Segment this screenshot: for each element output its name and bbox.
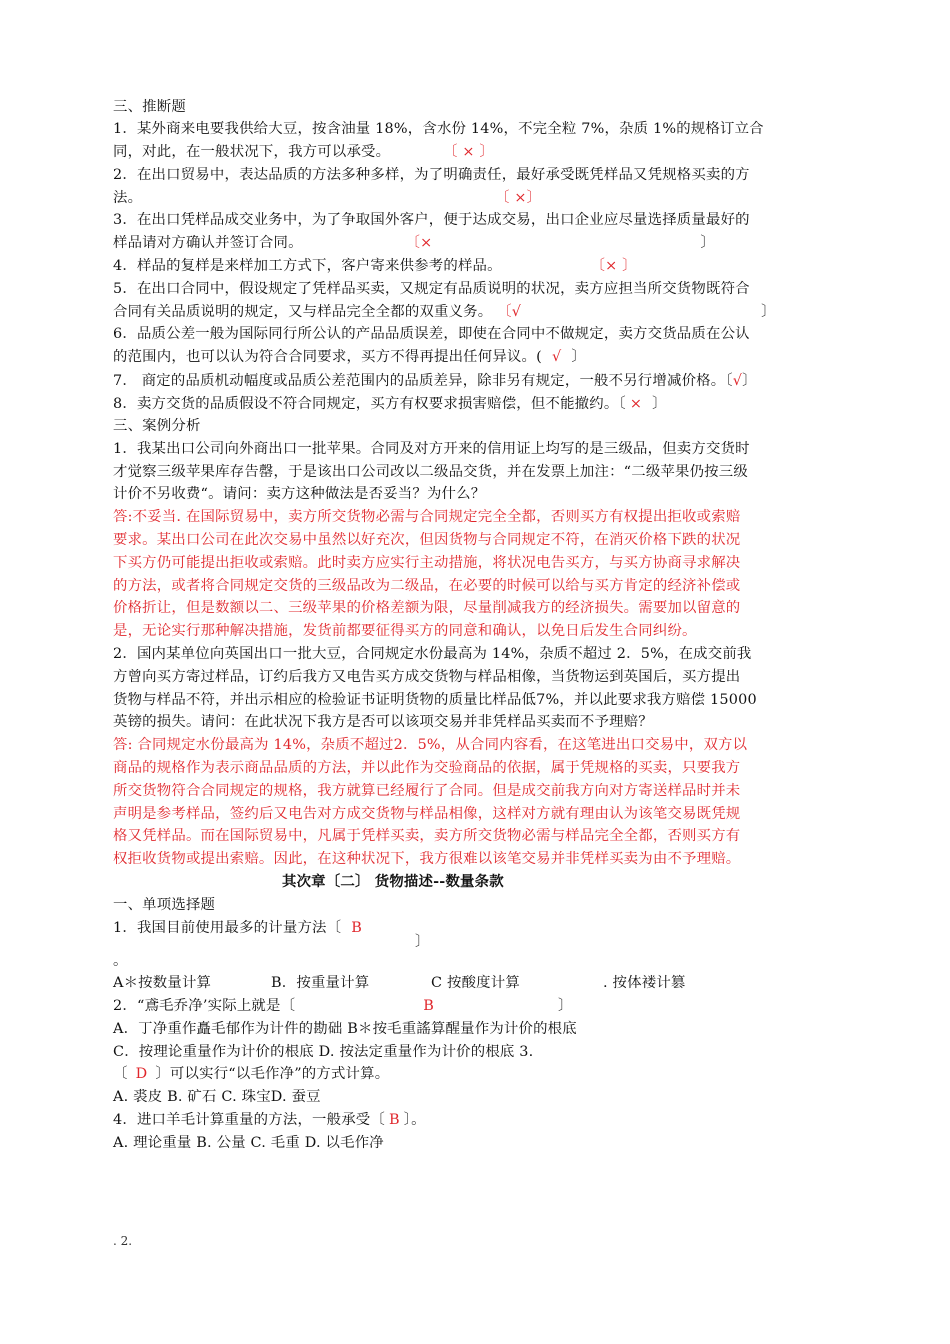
s1-question: 1．我国目前使用最多的计量方法〔 B <box>113 920 362 936</box>
s3-options: A. 裘皮 B. 矿石 C. 珠宝D. 蚕豆 <box>113 1089 321 1105</box>
section-title-case: 三、案例分析 <box>113 418 201 434</box>
case1-line1: 1．我某出口公司向外商出口一批苹果。合同及对方开来的信用证上均写的是三级品，但卖方交货时 <box>113 441 750 457</box>
case2-line4: 英镑的损失。请问：在此状况下我方是否可以该项交易并非凭样品买卖而不予理赔？ <box>113 714 653 730</box>
q8-line: 8．卖方交货的品质假设不符合同规定，买方有权要求损害赔偿，但不能撤约。〔 × 〕 <box>113 396 667 412</box>
q8-answer-mark: × <box>629 396 643 412</box>
s1-answer: B <box>351 920 362 936</box>
s2-options-ab: A．丁净重作矗毛郁作为计件的勘础 B＊按毛重謠算醒量作为计价的根底 <box>113 1021 577 1037</box>
q2-answer-mark: 〔 ×〕 <box>502 190 542 206</box>
section-title-judgement: 三、推断题 <box>113 99 186 115</box>
s1-option-b: B．按重量计算 <box>271 975 370 991</box>
s1-options <box>113 972 686 994</box>
case2-line2: 方曾向买方寄过样品，订约后我方又电告买方成交货物与样品相像，当货物运到英国后，买方提出 <box>113 669 741 685</box>
q6-line1: 6．品质公差一般为国际同行所公认的产品品质误差，即使在合同中不做规定，卖方交货品质在公认 <box>113 326 750 342</box>
q7-answer-mark: √ <box>732 373 743 389</box>
answer2-line3: 所交货物符合合同规定的规格，我方就算已经履行了合同。但是成交前我方向对方寄送样品时并未 <box>113 783 741 799</box>
case2-line3: 货物与样品不符，并出示相应的检验证书证明货物的质量比样品低7%，并以此要求我方赔偿 15000 <box>113 692 757 708</box>
q3-line1: 3．在出口凭样品成交业务中，为了争取国外客户，便于达成交易，出口企业应尽量选择质量最好的 <box>113 212 750 228</box>
s4-options: A. 理论重量 B. 公量 C. 毛重 D. 以毛作净 <box>113 1135 384 1151</box>
answer1-line5: 价格折让，但是数额以二、三级苹果的价格差额为限，尽量削减我方的经济损失。需要加以留意的 <box>113 600 741 616</box>
section-title-single-choice: 一、单项选择题 <box>113 897 216 913</box>
s3-question: 〔 D 〕可以实行“以毛作净”的方式计算。 <box>113 1066 390 1082</box>
s1-period: 。 <box>113 953 128 969</box>
q6-answer-mark: √ <box>551 349 562 365</box>
s3-answer: D <box>135 1066 148 1082</box>
answer2-line2: 商品的规格作为表示商品品质的方法，并以此作为交验商品的依据，属于凭规格的买卖，只要我方 <box>113 760 741 776</box>
q5-answer-mark: 〔√ <box>504 304 522 320</box>
case1-line3: 计价不另收费“。请问：卖方这种做法是否妥当？为什么？ <box>113 486 486 502</box>
answer2-line1: 答: 合同规定水份最高为 14%，杂质不超过2．5%，从合同内容看，在这笔进出口交易中，双方以 <box>113 737 748 753</box>
s2-answer: B <box>423 998 434 1014</box>
s1-close-bracket: 〕 <box>415 934 430 950</box>
answer2-line5: 格又凭样品。而在国际贸易中，凡属于凭样买卖，卖方所交货物必需与样品完全全都，否则买方有 <box>113 828 741 844</box>
q4-answer-mark: 〔× 〕 <box>597 258 637 274</box>
s2-question: 2．“鳶毛乔净’实际上就是〔 B 〕 <box>113 998 573 1014</box>
s4-answer: B <box>389 1112 400 1128</box>
case1-line2: 才觉察三级苹果库存告罄，于是该出口公司改以二级品交货，并在发票上加注：“二级苹果仍按三级 <box>113 464 748 480</box>
answer1-line1: 答:不妥当. 在国际贸易中，卖方所交货物必需与合同规定完全全都，否则买方有权提出拒收或索赔 <box>113 509 741 525</box>
q1-answer-mark: 〔 × 〕 <box>450 144 495 160</box>
answer2-line4: 声明是参考样品，签约后又电告对方成交货物与样品相像，这样对方就有理由认为该笔交易既凭规 <box>113 806 741 822</box>
q5-line1: 5．在出口合同中，假设规定了凭样品买卖，又规定有品质说明的状况，卖方应担当所交货物既符合 <box>113 281 750 297</box>
chapter-title: 其次章〔二〕 货物描述--数量条款 <box>282 873 504 890</box>
answer1-line2: 要求。某出口公司在此次交易中虽然以好充次，但因货物与合同规定不符，在消灭价格下跌的状况 <box>113 532 741 548</box>
q6-line2: 的范围内，也可以认为符合合同要求，买方不得再提出任何异议。( √ 〕 <box>113 349 586 365</box>
s4-question: 4．进口羊毛计算重量的方法，一般承受〔 B 〕。 <box>113 1112 426 1128</box>
q5-line2: 合同有关品质说明的规定，又与样品完全全都的双重义务。 〔√ 〕 <box>113 304 776 320</box>
page-number: . 2. <box>113 1234 133 1248</box>
q2-line2: 法。 〔 ×〕 <box>113 190 542 206</box>
q1-line1: 1．某外商来电要我供给大豆，按含油量 18%，含水份 14%，不完全粒 7%，杂质 1%的规格订立合 <box>113 121 764 137</box>
answer1-line4: 的方法，或者将合同规定交货的三级品改为二级品，在必要的时候可以给与买方肯定的经济补偿或 <box>113 578 741 594</box>
q3-answer-mark: 〔× <box>412 235 433 251</box>
answer1-line3: 下买方仍可能提出拒收或索赔。此时卖方应实行主动措施，将状况电告买方，与买方协商寻求解决 <box>113 555 741 571</box>
answer1-line6: 是，无论实行那种解决措施，发货前都要征得买方的同意和确认，以免日后发生合同纠纷。 <box>113 623 697 639</box>
q1-line2: 同，对此，在一般状况下，我方可以承受。 〔 × 〕 <box>113 144 495 160</box>
q7-line: 7． 商定的品质机动幅度或品质公差范围内的品质差异，除非另有规定，一般不另行增减价格。〔√〕 <box>113 373 757 389</box>
case2-line1: 2．国内某单位向英国出口一批大豆，合同规定水份最高为 14%，杂质不超过 2．5%，在成交前我 <box>113 646 752 662</box>
q4-line: 4．样品的复样是来样加工方式下，客户寄来供参考的样品。 〔× 〕 <box>113 258 637 274</box>
s1-option-a: A＊按数量计算 <box>113 975 212 991</box>
q2-line1: 2．在出口贸易中，表达品质的方法多种多样，为了明确责任，最好承受既凭样品又凭规格买卖的方 <box>113 167 750 183</box>
answer2-line6: 权拒收货物或提出索赔。因此，在这种状况下，我方很难以该笔交易并非凭样买卖为由不予理赔。 <box>113 851 741 867</box>
q3-line2: 样品请对方确认并签订合同。 〔× 〕 <box>113 235 715 251</box>
s1-option-c: C 按酸度计算 <box>431 975 520 991</box>
s1-option-d: . 按体褛计篡 <box>603 975 686 991</box>
s2-options-cd: C．按理论重量作为计价的根底 D. 按法定重量作为计价的根底 3. <box>113 1044 534 1060</box>
